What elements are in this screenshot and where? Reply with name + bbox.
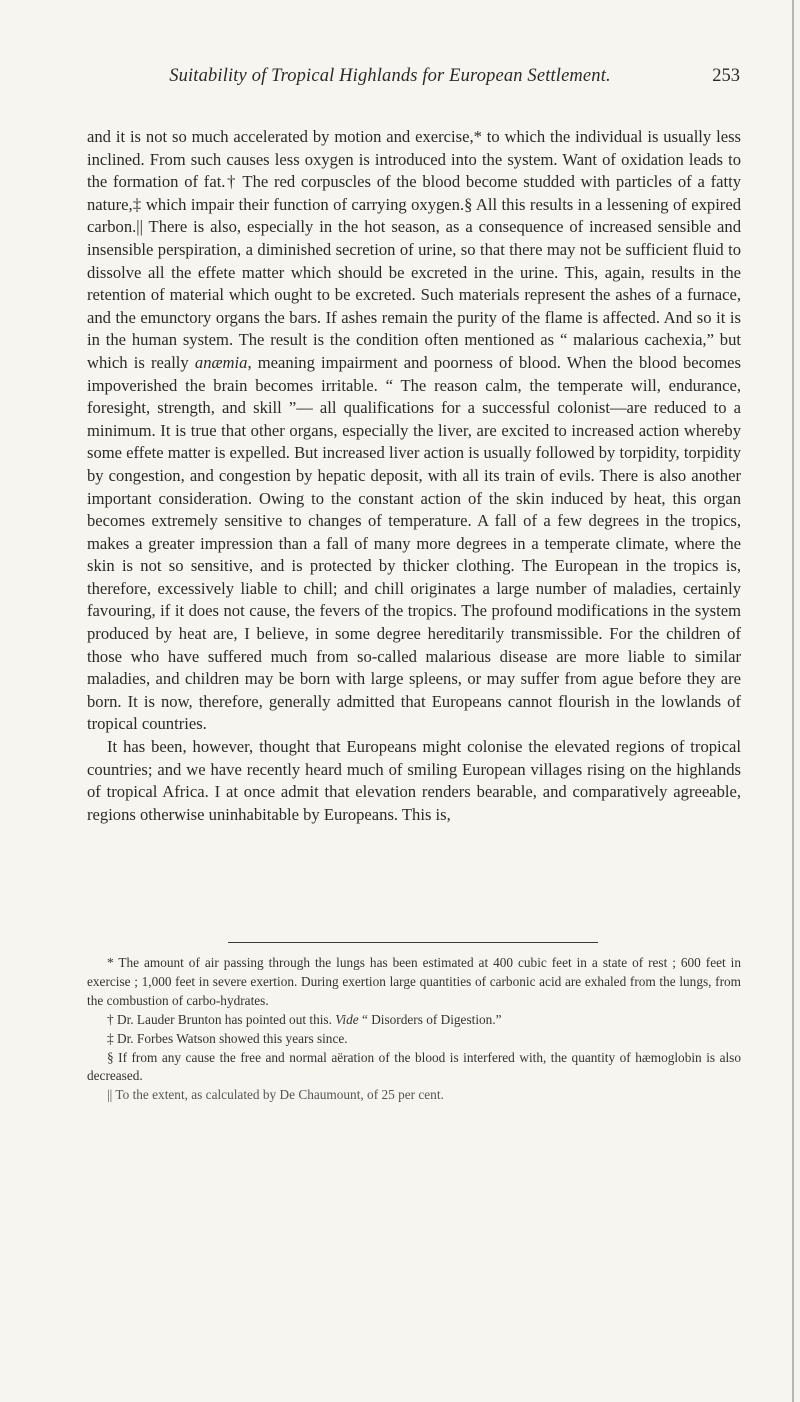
footnote-5: || To the extent, as calculated by De Chaumount, of 25 per cent. (107, 1087, 444, 1103)
italic-term: anæmia (194, 352, 248, 372)
paragraph-1 (87, 126, 741, 736)
footnote-2-part-a: † Dr. Lauder Brunton has pointed out this. (107, 1011, 336, 1027)
footnote-4: § If from any cause the free and normal aëration of the blood is interfered with, the quantity of hæmoglobin is also decreased. (87, 1049, 741, 1084)
footnote-rule (228, 942, 598, 943)
footnote-2-part-b: “ Disorders of Digestion.” (358, 1011, 502, 1027)
page-number: 253 (712, 66, 740, 86)
footnotes (87, 954, 741, 1105)
paragraph-2: It has been, however, thought that Europeans might colonise the elevated regions of tropical countries; and we have recently heard much of smiling European villages rising on the highlands of tropical Africa. I at once admit that elevation renders bearable, and comparatively agreeable, regions otherwise uninhabitable by Europeans. This is, (87, 737, 741, 824)
footnote-2 (87, 1011, 741, 1030)
running-head: Suitability of Tropical Highlands for European Settlement. (169, 66, 611, 86)
page-header (88, 66, 740, 92)
page-edge (792, 0, 794, 1402)
footnote-2-italic: Vide (335, 1011, 359, 1027)
footnote-1: * The amount of air passing through the lungs has been estimated at 400 cubic feet in a state of rest ; 600 feet in exercise ; 1,000 feet in severe exertion. During exertion large quantities of carbonic acid are exhaled from the lungs, from the combustion of carbo-hydrates. (87, 955, 741, 1008)
footnote-3: ‡ Dr. Forbes Watson showed this years since. (107, 1030, 348, 1046)
main-text (87, 126, 741, 826)
paragraph-1-part-b: , meaning impairment and poorness of blood. When the blood becomes impoverished the brain becomes irritable. “ The reason calm, the temperate will, endurance, foresight, strength, and skill ”— all qualifications for a successful colonist—are reduced to a minimum. It is true that other organs, especially the liver, are excited to increased action whereby some effete matter is expelled. But increased liver action is usually followed by torpidity, torpidity by congestion, and congestion by hepatic deposit, with all its train of evils. There is also another important consideration. Owing to the constant action of the skin induced by heat, this organ becomes extremely sensitive to changes of temperature. A fall of a few degrees in the tropics, makes a greater impression than a fall of many more degrees in a temperate climate, where the skin is not so sensitive, and is protected by thicker clothing. The European in the tropics is, therefore, excessively liable to chill; and chill originates a large number of maladies, certainly favouring, if it does not cause, the fevers of the tropics. The profound modifications in the system produced by heat are, I believe, in some degree hereditarily transmissible. For the children of those who have suffered much from so-called malarious disease are more liable to similar maladies, and children may be born with large spleens, or may suffer from ague before they are born. It is now, therefore, generally admitted that Europeans cannot flourish in the lowlands of tropical countries. (87, 352, 742, 734)
paragraph-1-part-a: and it is not so much accelerated by motion and exercise,* to which the individual is usually less inclined. From such causes less oxygen is introduced into the system. Want of oxidation leads to the formation of fat.† The red corpuscles of the blood become studded with particles of a fatty nature,‡ which impair their function of carrying oxygen.§ All this results in a lessening of expired carbon.|| There is also, especially in the hot season, as a consequence of increased sensible and insensible perspiration, a diminished secretion of urine, so that there may not be sufficient fluid to dissolve all the effete matter which should be excreted in the urine. This, again, results in the retention of material which ought to be excreted. Such materials represent the ashes of a furnace, and the emunctory organs the bars. If ashes remain the purity of the flame is affected. And so it is in the human system. The result is the condition often mentioned as “ malarious cachexia,” but which is really (87, 127, 741, 372)
